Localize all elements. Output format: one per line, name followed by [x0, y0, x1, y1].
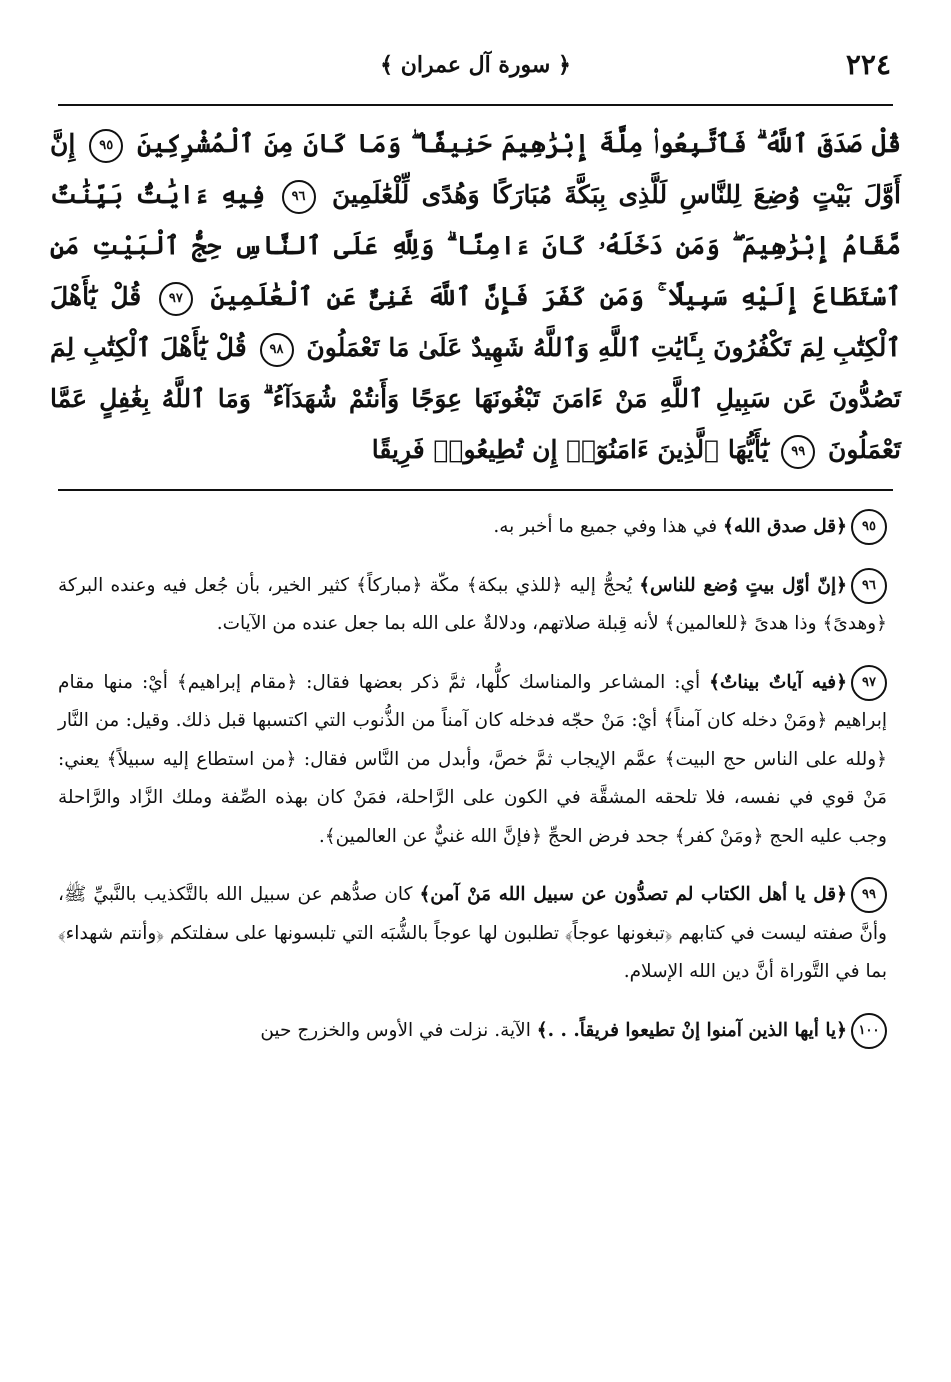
- commentary-note: [58, 664, 887, 857]
- quoted-verse: ﴿إنّ أوّل بيتٍ وُضع للناس﴾: [639, 574, 847, 596]
- commentary-note: [58, 508, 887, 547]
- commentary-note: [58, 1012, 887, 1051]
- quoted-verse: ﴿يا أيها الذين آمنوا إنْ تطيعوا فريقاً. . .﴾: [536, 1019, 847, 1041]
- ayah-text: إِنَّ أَوَّلَ بَيْتٍ وُضِعَ لِلنَّاسِ لَلَّذِى بِبَكَّةَ مُبَارَكًا وَهُدًى لِّلْعَٰلَمِينَ: [50, 129, 901, 209]
- ayah-text: يَٰٓأَيُّهَا ٱلَّذِينَ ءَامَنُوٓا۟ إِن تُطِيعُوا۟ فَرِيقًا: [371, 435, 769, 464]
- verse-number-badge: ٩٧: [851, 665, 887, 701]
- note-text: في هذا وفي جميع ما أخبر به.: [493, 516, 723, 537]
- ayah-number-marker: ٩٥: [89, 129, 123, 163]
- commentary-note: [58, 567, 887, 644]
- page-number: ٢٢٤: [845, 48, 891, 81]
- commentary-block: [58, 508, 887, 1070]
- note-text: أي: المشاعر والمناسك كلُّها، ثمَّ ذكر بعضها فقال: ﴿مقام إبراهيم﴾ أيْ: منها مقام إبراهيم ﴿ومَنْ دخله كان آمناً﴾ أيْ: مَنْ حجّه فدخله كان آمناً من الذُّنوب التي اكتسبها قبل ذلك. وقيل: من النَّار ﴿ولله على الناس حج البيت﴾ عمَّم الإيجاب ثمَّ خصَّ، وأبدل من النَّاس فقال: ﴿من استطاع إليه سبيلاً﴾ يعني: مَنْ قوي في نفسه، فلا تلحقه المشقَّة في الكون على الرَّاحلة، فمَنْ كان بهذه الصِّفة وملك الزَّاد والرَّاحلة وجب عليه الحج ﴿ومَنْ كفر﴾ جحد فرض الحجِّ ﴿فإنَّ الله غنيٌّ عن العالمين﴾.: [58, 671, 887, 847]
- ayah-number-marker: ٩٧: [159, 282, 193, 316]
- ayah-text: قُلْ يَٰٓأَهْلَ ٱلْكِتَٰبِ لِمَ تَكْفُرُونَ بِـَٔايَٰتِ ٱللَّهِ وَٱللَّهُ شَهِيدٌ عَلَىٰ مَا تَعْمَلُونَ: [50, 282, 901, 362]
- ayah-number-marker: ٩٩: [781, 435, 815, 469]
- quoted-verse: ﴿قل صدق الله﴾: [722, 516, 847, 537]
- ayah-number-marker: ٩٦: [282, 180, 316, 214]
- verse-number-badge: ٩٥: [851, 509, 887, 545]
- ayah-text: فِيهِ ءَايَٰتٌۢ بَيِّنَٰتٌ مَّقَامُ إِبْرَٰهِيمَ ۖ وَمَن دَخَلَهُۥ كَانَ ءَامِنًا ۗ وَلِلَّهِ عَلَى ٱلنَّاسِ حِجُّ ٱلْبَيْتِ مَنِ ٱسْتَطَاعَ إِلَيْهِ سَبِيلًا ۚ وَمَن كَفَرَ فَإِنَّ ٱللَّهَ غَنِىٌّ عَنِ ٱلْعَٰلَمِينَ: [50, 180, 901, 311]
- ayah-text: قُلْ صَدَقَ ٱللَّهُ ۗ فَٱتَّبِعُوا۟ مِلَّةَ إِبْرَٰهِيمَ حَنِيفًا ۖ وَمَا كَانَ مِنَ ٱلْمُشْرِكِينَ: [137, 129, 901, 158]
- quoted-verse: ﴿قل يا أهل الكتاب لم تصدُّون عن سبيل الله مَنْ آمن﴾: [419, 884, 847, 905]
- quran-text-block: [50, 118, 901, 478]
- ayah-number-marker: ٩٨: [260, 333, 294, 367]
- note-text: كان صدُّهم عن سبيل الله بالتَّكذيب بالنَّبيِّ ﷺ، وأنَّ صفته ليست في كتابهم ﴿تبغونها عوجاً﴾ تطلبون لها عوجاً بالشُّبَه التي تلبسونها على سفلتكم ﴿وأنتم شهداء﴾ بما في التَّوراة أنَّ دين الله الإسلام.: [58, 884, 887, 982]
- note-text: الآية. نزلت في الأوس والخزرج حين: [260, 1019, 537, 1041]
- verse-number-badge: ١٠٠: [851, 1013, 887, 1049]
- verse-number-badge: ٩٦: [851, 568, 887, 604]
- verse-number-badge: ٩٩: [851, 877, 887, 913]
- header-divider: [58, 104, 893, 106]
- surah-title: ﴿ سورة آل عمران ﴾: [380, 52, 571, 78]
- note-text: يُحجُّ إليه ﴿للذي ببكة﴾ مكّة ﴿مباركاً﴾ كثير الخير، بأن جُعل فيه وعنده البركة ﴿وهدىً﴾ وذا هدىً ﴿للعالمين﴾ لأنه قِبلة صلاتهم، ودلالةٌ على الله بما جعل عنده من الآيات.: [58, 574, 887, 634]
- quoted-verse: ﴿فيه آياتٌ بيناتٌ﴾: [709, 671, 847, 693]
- ayah-text: قُلْ يَٰٓأَهْلَ ٱلْكِتَٰبِ لِمَ تَصُدُّونَ عَن سَبِيلِ ٱللَّهِ مَنْ ءَامَنَ تَبْغُونَهَا عِوَجًا وَأَنتُمْ شُهَدَآءُ ۗ وَمَا ٱللَّهُ بِغَٰفِلٍ عَمَّا تَعْمَلُونَ: [50, 333, 901, 464]
- commentary-note: [58, 876, 887, 992]
- page-header: [60, 40, 891, 90]
- commentary-divider: [58, 489, 893, 491]
